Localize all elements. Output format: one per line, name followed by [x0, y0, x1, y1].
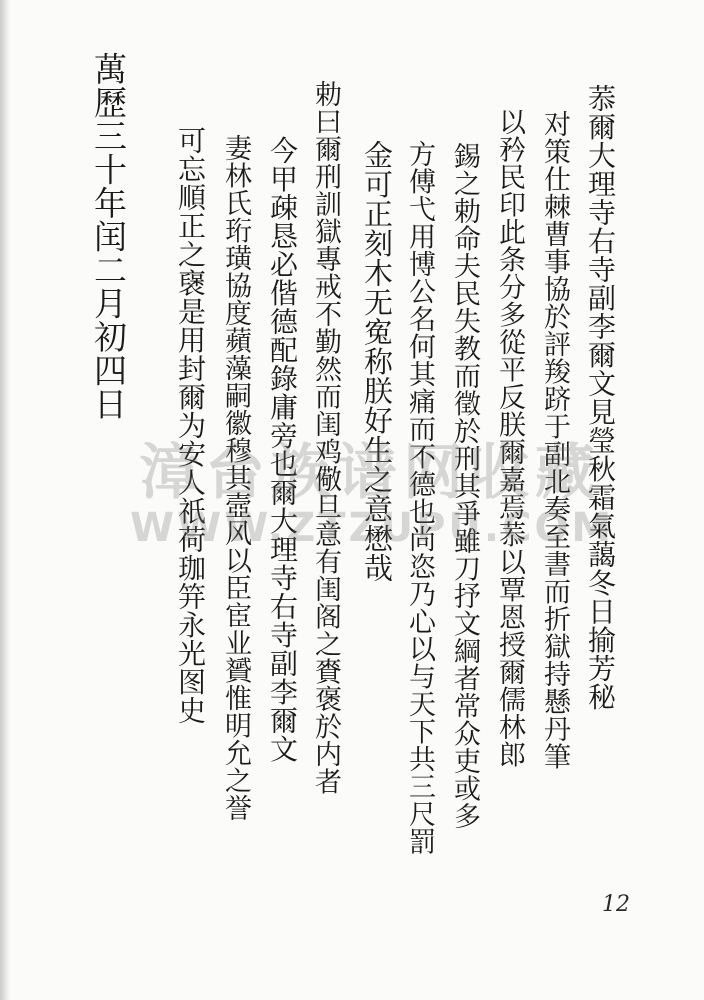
text-column-7: 勅曰爾刑訓獄專戒不勤然而闺鸡儆旦意有闺阁之賚褒於内者 — [310, 80, 341, 795]
text-column-5: 方傅弋用博公名何其痛而不德也尚恣乃心以与天下共三尺罰 — [404, 140, 435, 855]
text-column-1: 菾爾大理寺右寺副李爾文見瑩秋霜氣藹冬日揄芳秘 — [584, 84, 617, 711]
text-column-10: 可忘順正之襃是用封爾为安人祇荷珈笄永光图史 — [174, 126, 207, 725]
text-column-9: 妻林氏珩璜協度蘋藻嗣徽穆其壼风以臣宦业贇惟明允之誉 — [220, 134, 251, 822]
date-column: 萬歷三十年闰二月初四日 — [89, 52, 128, 421]
binding-shadow — [0, 0, 10, 1000]
text-column-2: 对策仕棘曹事協於評羧跻于副北奏至書而折獄持懸丹筆 — [539, 110, 570, 770]
page-number: 12 — [602, 892, 630, 917]
watermark-url: WWW.ZTZUPU.COM — [130, 505, 615, 551]
text-column-3: 以矜民印此条分多從平反朕爾嘉焉菾以覃恩授爾儒林郎 — [494, 108, 525, 768]
text-column-6: 金可正刻木无寃称朕好生之意懋哉 — [360, 140, 394, 583]
text-column-8: 今甲疎恳必偕德配錄庸旁也爾大理寺右寺副李爾文 — [266, 136, 299, 763]
watermark-chinese: 漳台族谱网收藏 — [139, 438, 601, 508]
text-column-4: 錫之勅命夫民失教而徵於刑其爭雖刀抒文綱者常众吏或多 — [449, 142, 480, 830]
